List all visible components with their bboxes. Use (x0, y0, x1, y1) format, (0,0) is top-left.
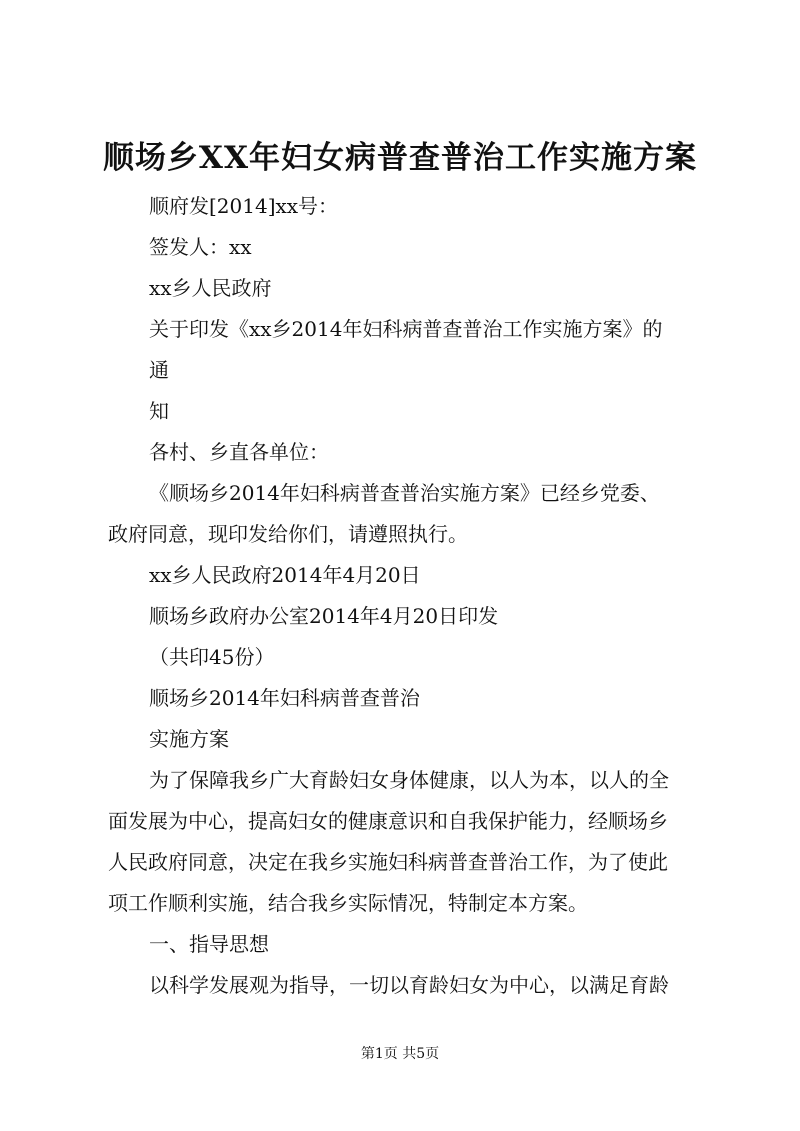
body-line: 人民政府同意，决定在我乡实施妇科病普查普治工作，为了使此 (108, 850, 668, 874)
body-line: 实施方案 (149, 727, 229, 751)
body-line: 通 (149, 358, 169, 382)
body-line: 一、指导思想 (149, 932, 269, 956)
body-line: 各村、乡直各单位： (149, 440, 329, 464)
document-body (108, 186, 708, 1006)
body-line: 签发人：xx (149, 235, 252, 259)
body-line: xx乡人民政府2014年4月20日 (149, 563, 421, 587)
body-line: 为了保障我乡广大育龄妇女身体健康，以人为本，以人的全 (149, 768, 669, 792)
body-line: 以科学发展观为指导，一切以育龄妇女为中心，以满足育龄 (149, 973, 669, 997)
body-line: 顺场乡2014年妇科病普查普治 (149, 686, 420, 710)
body-line: 顺府发[2014]xx号： (149, 194, 339, 218)
body-line: 《顺场乡2014年妇科病普查普治实施方案》已经乡党委、 (149, 481, 660, 505)
body-line: 知 (149, 399, 169, 423)
body-line: 政府同意，现印发给你们，请遵照执行。 (108, 522, 468, 546)
document-title: 顺场乡XX年妇女病普查普治工作实施方案 (102, 140, 698, 176)
body-line: （共印45份） (149, 645, 275, 669)
page-footer: 第1页 共5页 (360, 1046, 440, 1062)
body-line: 面发展为中心，提高妇女的健康意识和自我保护能力，经顺场乡 (108, 809, 668, 833)
body-line: 顺场乡政府办公室2014年4月20日印发 (149, 604, 499, 628)
body-line: 项工作顺利实施，结合我乡实际情况，特制定本方案。 (108, 891, 588, 915)
body-line: 关于印发《xx乡2014年妇科病普查普治工作实施方案》的 (149, 317, 663, 341)
body-line: xx乡人民政府 (149, 276, 272, 300)
